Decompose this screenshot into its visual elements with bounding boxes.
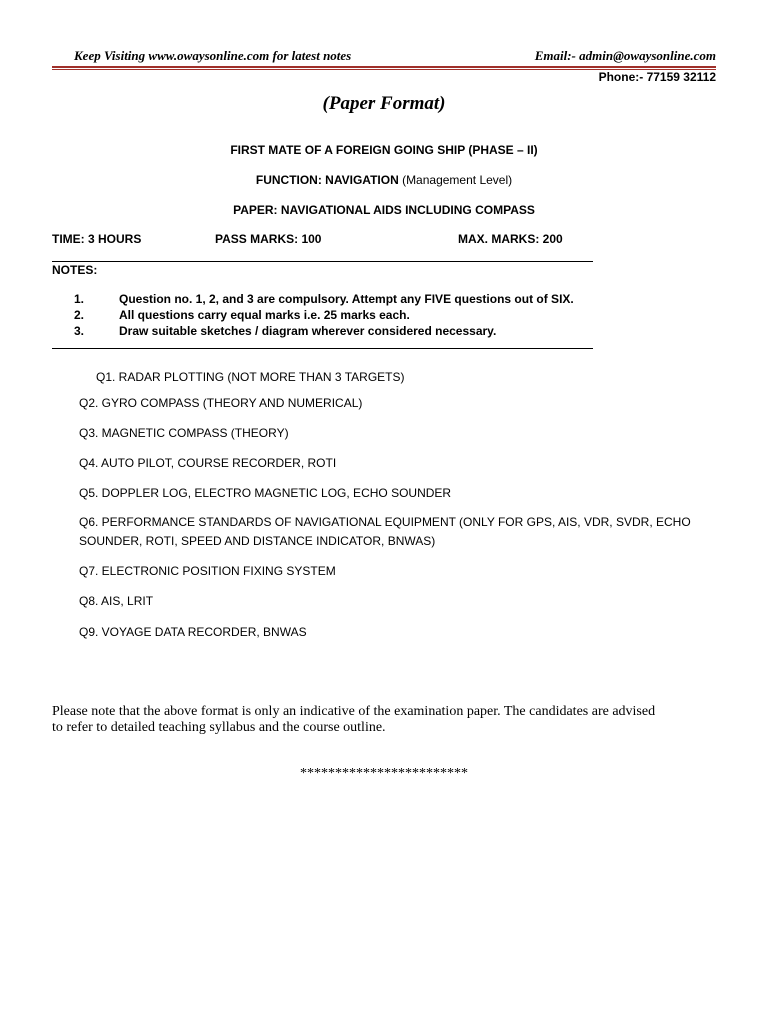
- footer-note: Please note that the above format is only an indicative of the examination paper. The candidates are advised: [52, 704, 656, 719]
- question-item: Q1. RADAR PLOTTING (NOT MORE THAN 3 TARGETS): [96, 370, 405, 384]
- divider-top: [52, 261, 593, 262]
- question-item: Q7. ELECTRONIC POSITION FIXING SYSTEM: [79, 564, 336, 578]
- divider-bottom: [52, 348, 593, 349]
- exam-function: [0, 173, 768, 187]
- note-text: Draw suitable sketches / diagram wherever considered necessary.: [119, 324, 497, 338]
- note-number: 3.: [74, 324, 85, 338]
- header-rule-top: [52, 66, 716, 68]
- question-item: Q3. MAGNETIC COMPASS (THEORY): [79, 426, 289, 440]
- note-number: 1.: [74, 292, 85, 306]
- question-item: Q4. AUTO PILOT, COURSE RECORDER, ROTI: [79, 456, 337, 470]
- footer-note-continued: to refer to detailed teaching syllabus and the course outline.: [52, 720, 386, 735]
- exam-rank: FIRST MATE OF A FOREIGN GOING SHIP (PHASE – II): [230, 143, 538, 157]
- exam-function-level: (Management Level): [398, 173, 513, 187]
- question-item: Q6. PERFORMANCE STANDARDS OF NAVIGATIONAL EQUIPMENT (ONLY FOR GPS, AIS, VDR, SVDR, ECHO: [79, 515, 691, 529]
- header-phone: Phone:- 77159 32112: [598, 70, 716, 84]
- end-separator: ************************: [300, 766, 468, 781]
- note-number: 2.: [74, 308, 85, 322]
- question-item: Q5. DOPPLER LOG, ELECTRO MAGNETIC LOG, ECHO SOUNDER: [79, 486, 452, 500]
- header-website-note: Keep Visiting www.owaysonline.com for latest notes: [74, 48, 352, 63]
- question-item: Q9. VOYAGE DATA RECORDER, BNWAS: [79, 625, 307, 639]
- page-title: (Paper Format): [322, 93, 446, 114]
- question-item: Q8. AIS, LRIT: [79, 594, 154, 608]
- notes-heading: NOTES:: [52, 263, 98, 277]
- exam-time: TIME: 3 HOURS: [52, 232, 142, 246]
- note-text: All questions carry equal marks i.e. 25 marks each.: [119, 308, 410, 322]
- exam-max-marks: MAX. MARKS: 200: [458, 232, 563, 246]
- exam-paper: PAPER: NAVIGATIONAL AIDS INCLUDING COMPASS: [233, 203, 535, 217]
- header-email: Email:- admin@owaysonline.com: [534, 48, 716, 63]
- question-item: Q2. GYRO COMPASS (THEORY AND NUMERICAL): [79, 396, 363, 410]
- question-item-continued: SOUNDER, ROTI, SPEED AND DISTANCE INDICATOR, BNWAS): [79, 534, 436, 548]
- note-text: Question no. 1, 2, and 3 are compulsory. Attempt any FIVE questions out of SIX.: [119, 292, 574, 306]
- exam-pass-marks: PASS MARKS: 100: [215, 232, 322, 246]
- exam-function-label: FUNCTION: NAVIGATION: [255, 173, 399, 187]
